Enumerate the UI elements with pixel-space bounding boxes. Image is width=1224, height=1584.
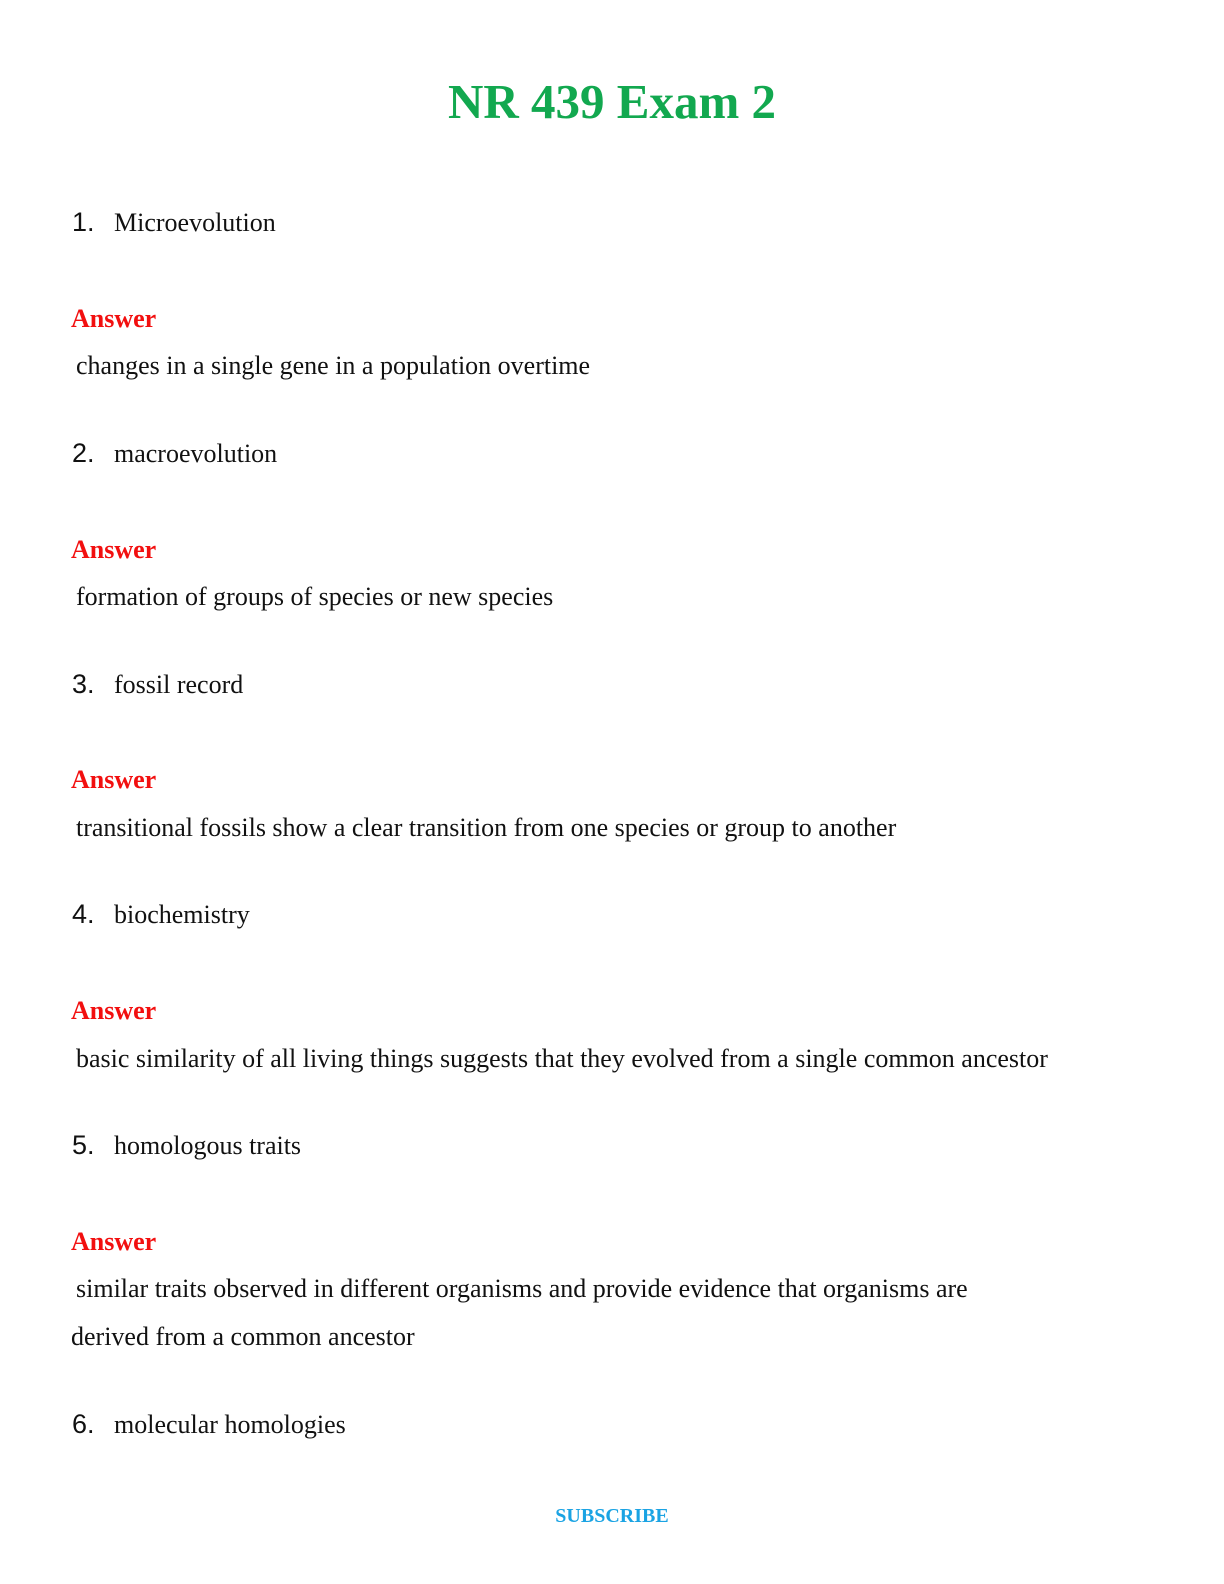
answer-label: Answer <box>71 1227 157 1256</box>
answer-line: changes in a single gene in a population overtime <box>76 351 591 380</box>
answer-line: formation of groups of species or new species <box>76 582 554 611</box>
answer-line: basic similarity of all living things suggests that they evolved from a single common ancestor <box>76 1044 1048 1073</box>
answer-line: derived from a common ancestor <box>71 1322 415 1351</box>
question-number: 1. <box>72 207 95 237</box>
question-term: fossil record <box>114 670 244 699</box>
question-3 <box>72 668 243 701</box>
answer-text <box>71 804 1151 852</box>
question-2 <box>72 437 277 470</box>
question-term: macroevolution <box>114 439 278 468</box>
answer-text <box>71 342 1151 390</box>
question-term: Microevolution <box>114 208 276 237</box>
answer-text <box>71 1265 1151 1361</box>
question-number: 2. <box>72 438 95 468</box>
answer-label: Answer <box>71 304 157 333</box>
question-number: 3. <box>72 669 95 699</box>
answer-label: Answer <box>71 765 157 794</box>
page-title: NR 439 Exam 2 <box>447 74 777 129</box>
question-term: molecular homologies <box>114 1410 346 1439</box>
answer-text <box>71 573 1151 621</box>
answer-line: similar traits observed in different organisms and provide evidence that organisms are <box>76 1274 968 1303</box>
answer-line: transitional fossils show a clear transition from one species or group to another <box>76 813 897 842</box>
question-term: biochemistry <box>114 900 250 929</box>
question-4 <box>72 898 250 931</box>
answer-label: Answer <box>71 535 157 564</box>
question-number: 5. <box>72 1130 95 1160</box>
answer-label: Answer <box>71 996 157 1025</box>
question-6 <box>72 1408 346 1441</box>
question-term: homologous traits <box>114 1131 302 1160</box>
subscribe-link[interactable]: SUBSCRIBE <box>555 1505 669 1527</box>
answer-text <box>71 1035 1151 1083</box>
question-5 <box>72 1129 301 1162</box>
question-number: 4. <box>72 899 95 929</box>
question-number: 6. <box>72 1409 95 1439</box>
question-1 <box>72 206 276 239</box>
